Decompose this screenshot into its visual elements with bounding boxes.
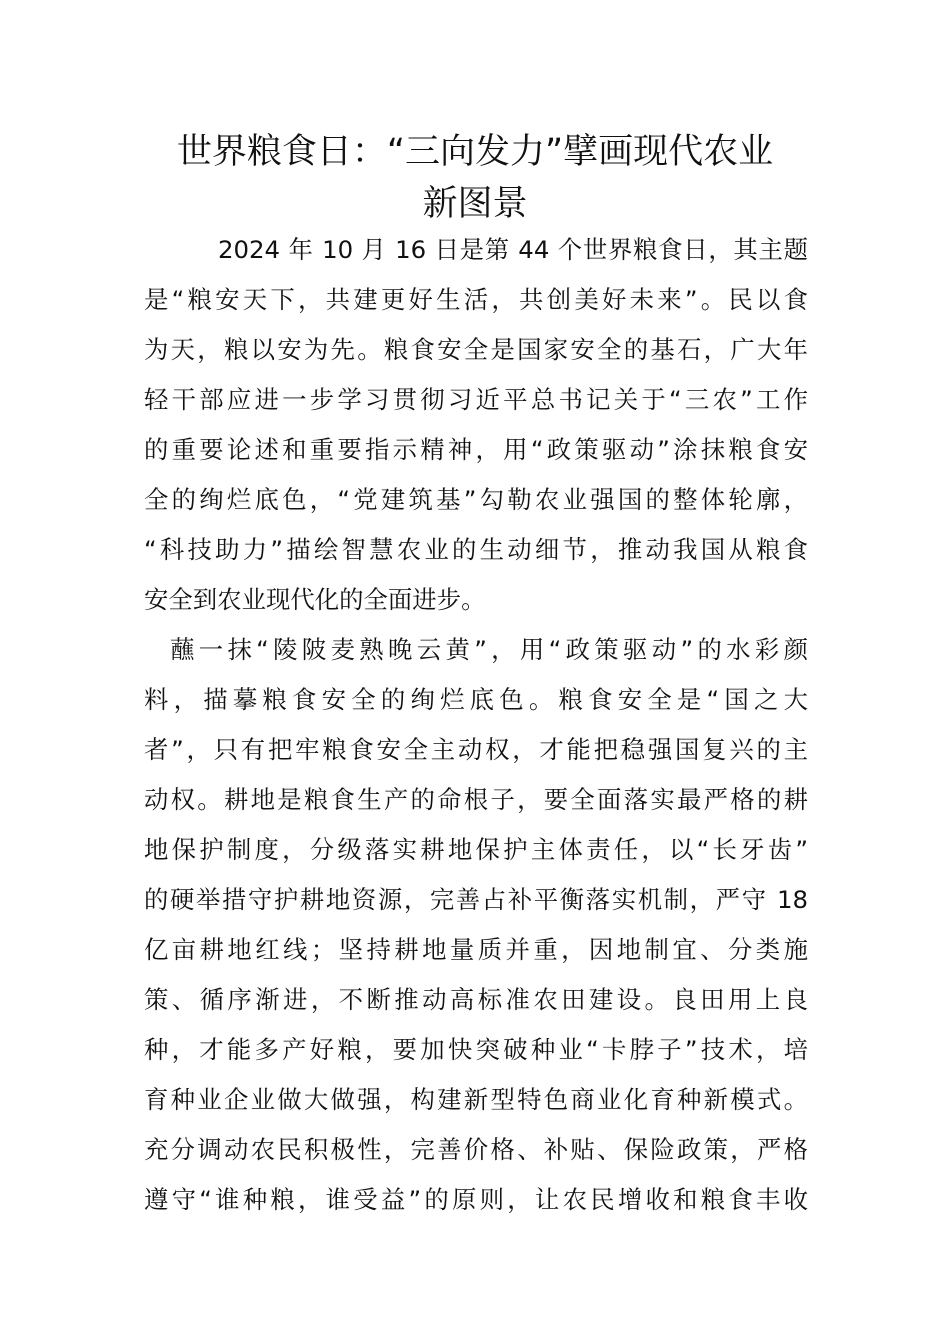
paragraph-2-line-9: 种，才能多产好粮，要加快突破种业“卡脖子”技术，培 <box>144 1035 808 1064</box>
document-title-line-1: 世界粮食日：“三向发力”擘画现代农业 <box>176 132 774 172</box>
paragraph-1-line-5: 的重要论述和重要指示精神，用“政策驱动”涂抹粮食安 <box>144 435 808 464</box>
paragraph-1-line-6: 全的绚烂底色，“党建筑基”勾勒农业强国的整体轮廓， <box>144 485 808 514</box>
paragraph-2-line-6: 的硬举措守护耕地资源，完善占补平衡落实机制，严守 18 <box>144 885 808 914</box>
paragraph-2-line-12: 遵守“谁种粮，谁受益”的原则，让农民增收和粮食丰收 <box>144 1185 808 1214</box>
paragraph-2-line-2: 料，描摹粮食安全的绚烂底色。粮食安全是“国之大 <box>144 685 808 714</box>
paragraph-2-line-3: 者”，只有把牢粮食安全主动权，才能把稳强国复兴的主 <box>144 735 808 764</box>
paragraph-2-line-10: 育种业企业做大做强，构建新型特色商业化育种新模式。 <box>144 1085 808 1114</box>
paragraph-2-line-11: 充分调动农民积极性，完善价格、补贴、保险政策，严格 <box>144 1135 808 1164</box>
paragraph-2-line-1: 蘸一抹“陵陂麦熟晚云黄”，用“政策驱动”的水彩颜 <box>170 635 808 664</box>
paragraph-1-line-4: 轻干部应进一步学习贯彻习近平总书记关于“三农”工作 <box>144 385 808 414</box>
paragraph-2-line-8: 策、循序渐进，不断推动高标准农田建设。良田用上良 <box>144 985 808 1014</box>
paragraph-1-line-3: 为天，粮以安为先。粮食安全是国家安全的基石，广大年 <box>144 335 808 364</box>
paragraph-1-line-7: “科技助力”描绘智慧农业的生动细节，推动我国从粮食 <box>144 535 808 564</box>
paragraph-2-line-5: 地保护制度，分级落实耕地保护主体责任，以“长牙齿” <box>144 835 808 864</box>
document-title-line-2: 新图景 <box>422 184 528 224</box>
paragraph-1-line-2: 是“粮安天下，共建更好生活，共创美好未来”。民以食 <box>144 285 808 314</box>
paragraph-1-line-1: 2024 年 10 月 16 日是第 44 个世界粮食日，其主题 <box>218 235 808 264</box>
paragraph-2-line-7: 亿亩耕地红线；坚持耕地量质并重，因地制宜、分类施 <box>144 935 808 964</box>
paragraph-2-line-4: 动权。耕地是粮食生产的命根子，要全面落实最严格的耕 <box>144 785 808 814</box>
paragraph-1-line-8: 安全到农业现代化的全面进步。 <box>144 585 486 614</box>
